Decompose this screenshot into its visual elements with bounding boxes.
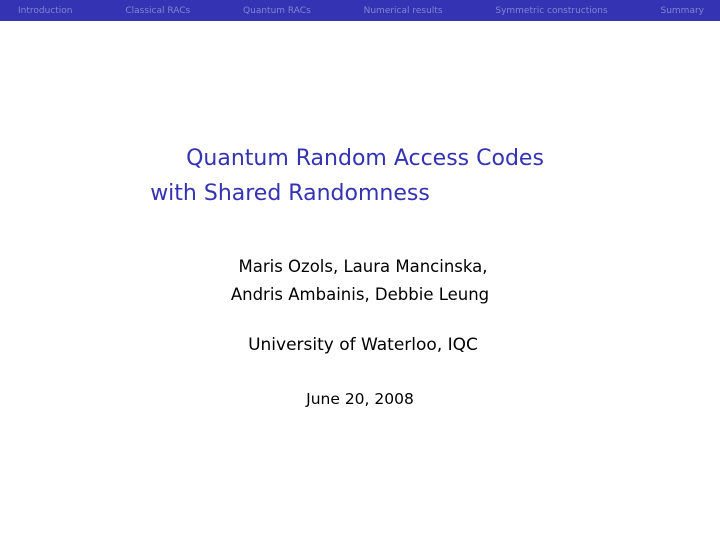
authors-line-2: Andris Ambainis, Debbie Leung xyxy=(230,285,490,304)
nav-classical-racs[interactable]: Classical RACs xyxy=(125,5,191,16)
navigation-bar xyxy=(0,0,720,21)
authors-line-1: Maris Ozols, Laura Mancinska, xyxy=(238,257,488,276)
nav-summary[interactable]: Summary xyxy=(660,5,704,16)
nav-quantum-racs[interactable]: Quantum RACs xyxy=(243,5,311,16)
title-line-1: Quantum Random Access Codes xyxy=(186,146,544,171)
authors xyxy=(0,253,720,309)
nav-symmetric-constructions[interactable]: Symmetric constructions xyxy=(495,5,608,16)
slide-title xyxy=(0,141,720,211)
nav-numerical-results[interactable]: Numerical results xyxy=(363,5,443,16)
nav-introduction[interactable]: Introduction xyxy=(18,5,73,16)
institute: University of Waterloo, IQC xyxy=(248,335,478,355)
title-line-2: with Shared Randomness xyxy=(150,181,430,206)
date: June 20, 2008 xyxy=(306,390,414,408)
